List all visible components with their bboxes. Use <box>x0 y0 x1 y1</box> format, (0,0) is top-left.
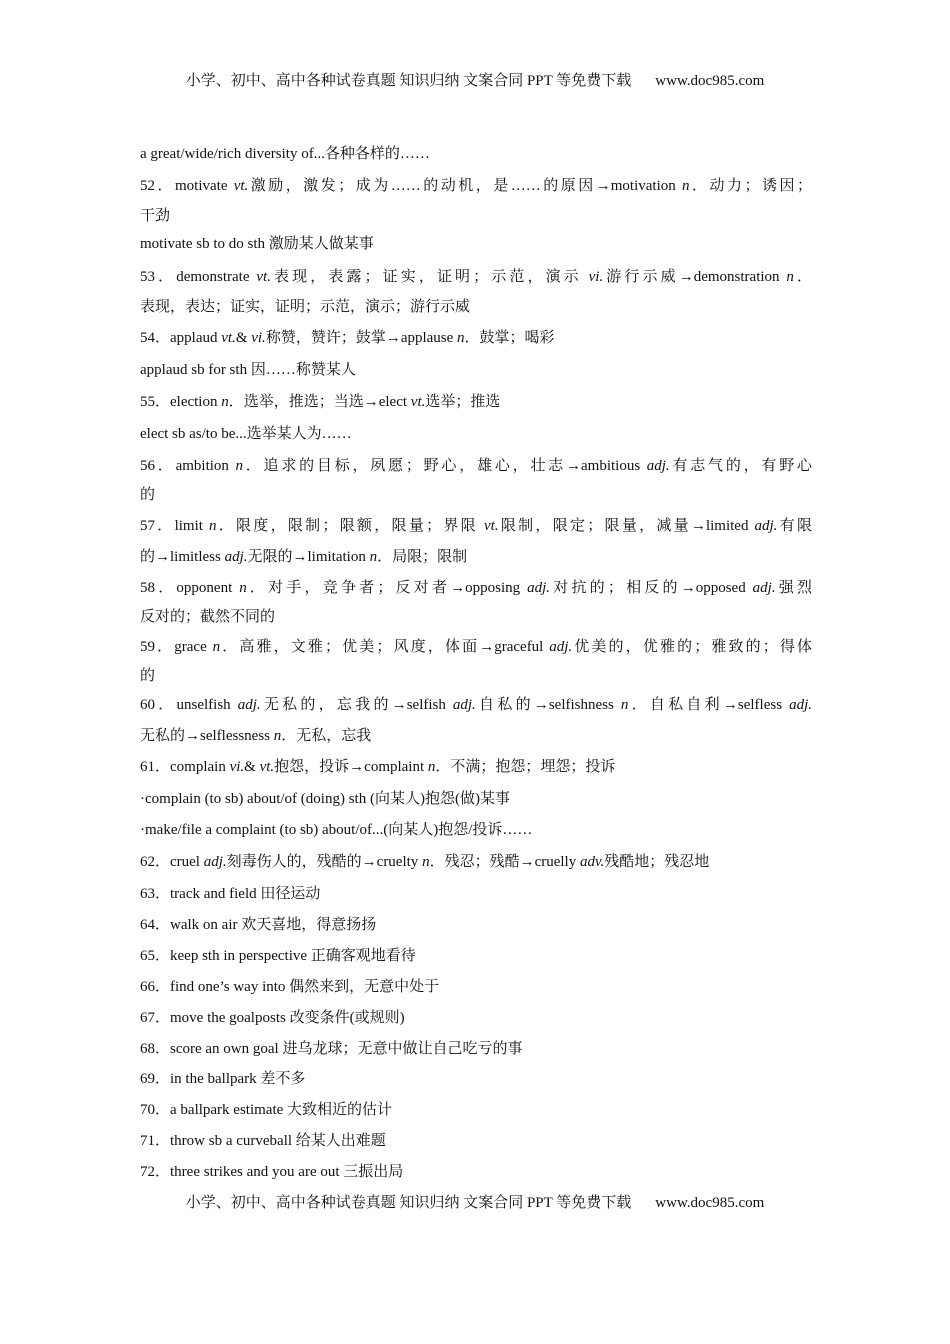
pos-tag: n <box>273 728 282 744</box>
pos-tag: vt. <box>256 269 271 285</box>
line-text: 抱怨，投诉→complaint <box>274 759 428 775</box>
pos-tag: n <box>457 330 465 346</box>
pos-tag: n <box>427 759 436 775</box>
line-text: ．局限；限制 <box>377 549 468 565</box>
line-text: 对抗的；相反的→opposed <box>550 580 753 596</box>
entry-70 <box>140 1100 812 1120</box>
pos-tag: n <box>208 518 217 534</box>
pos-tag: adv. <box>579 854 605 870</box>
line-text: 70．a ballpark estimate 大致相近的估计 <box>140 1102 393 1118</box>
entry-58 <box>140 578 812 598</box>
entry-line <box>140 144 812 164</box>
pos-tag: n <box>682 178 690 194</box>
line-text: ．自私自利→selfless <box>628 697 790 713</box>
line-text: 表现，表露；证实，证明；示范，演示 <box>270 269 589 285</box>
line-text: 的 <box>140 668 156 684</box>
line-text: 72．three strikes and you are out 三振出局 <box>140 1164 404 1180</box>
entry-64 <box>140 915 812 935</box>
line-text: 表现，表达；证实，证明；示范，演示；游行示威 <box>140 299 471 315</box>
line-text: 65．keep sth in perspective 正确客观地看待 <box>140 948 416 964</box>
pos-tag: vt. <box>221 330 236 346</box>
line-text: 限制，限定；限量，减量→limited <box>498 518 755 534</box>
line-text: ．选举，推选；当选→elect <box>228 394 411 410</box>
line-text: ． <box>793 269 812 285</box>
entry-59-cont <box>140 666 812 686</box>
pos-tag: n <box>235 458 243 474</box>
line-text: ．鼓掌；喝彩 <box>464 330 555 346</box>
line-text: 59．grace <box>140 639 213 655</box>
entry-57-cont <box>140 547 812 567</box>
line-text: 68．score an own goal 进乌龙球；无意中做让自己吃亏的事 <box>140 1041 523 1057</box>
pos-tag: vt. <box>410 394 426 410</box>
entry-57 <box>140 516 812 536</box>
pos-tag: adj. <box>754 518 778 534</box>
entry-68 <box>140 1039 812 1059</box>
pos-tag: vt. <box>233 178 249 194</box>
line-text: 的 <box>140 487 156 503</box>
line-text: ．对手，竞争者；反对者→opposing <box>246 580 528 596</box>
pos-tag: vt. <box>259 759 275 775</box>
line-text: 58．opponent <box>140 580 240 596</box>
line-text: 强烈 <box>775 580 813 596</box>
entry-line <box>140 424 812 444</box>
pos-tag: vi. <box>588 269 604 285</box>
line-text: 优美的，优雅的；雅致的；得体 <box>572 639 812 655</box>
entry-line <box>140 789 812 809</box>
line-text: ．无私，忘我 <box>281 728 372 744</box>
page-header <box>0 69 950 90</box>
header-text: 小学、初中、高中各种试卷真题 知识归纳 文案合同 PPT 等免费下载 <box>185 73 632 89</box>
line-text: 63．track and field 田径运动 <box>140 886 321 902</box>
pos-tag: adj. <box>452 697 476 713</box>
line-text: elect sb as/to be...选举某人为…… <box>140 426 352 442</box>
line-text: 无限的→limitation <box>247 549 370 565</box>
pos-tag: n <box>786 269 794 285</box>
line-text: 有限 <box>777 518 812 534</box>
entry-line <box>140 360 812 380</box>
entry-59 <box>140 637 812 657</box>
pos-tag: adj. <box>237 697 261 713</box>
line-text: 55．election <box>140 394 222 410</box>
entry-line <box>140 820 812 840</box>
line-text: & <box>244 759 260 775</box>
pos-tag: n <box>221 394 229 410</box>
line-text: 刻毒伤人的，残酷的→cruelty <box>226 854 423 870</box>
entry-53 <box>140 267 812 287</box>
entry-52 <box>140 176 812 196</box>
pos-tag: vi. <box>229 759 245 775</box>
line-text: 64．walk on air 欢天喜地，得意扬扬 <box>140 917 377 933</box>
line-text: ．限度，限制；限额，限量；界限 <box>216 518 484 534</box>
pos-tag: n <box>212 639 221 655</box>
entry-61 <box>140 757 812 777</box>
entry-54 <box>140 328 812 348</box>
footer-text: 小学、初中、高中各种试卷真题 知识归纳 文案合同 PPT 等免费下载 <box>185 1195 632 1211</box>
entry-67 <box>140 1008 812 1028</box>
entry-58-cont <box>140 607 812 627</box>
pos-tag: n <box>422 854 430 870</box>
pos-tag: vt. <box>484 518 499 534</box>
line-text: 选举；推选 <box>425 394 501 410</box>
line-text: 干劲 <box>140 208 171 224</box>
line-text: 71．throw sb a curveball 给某人出难题 <box>140 1133 386 1149</box>
line-text: 反对的；截然不同的 <box>140 609 276 625</box>
line-text: ．不满；抱怨；埋怨；投诉 <box>435 759 616 775</box>
entry-55 <box>140 392 812 412</box>
line-text: 54．applaud <box>140 330 222 346</box>
entry-65 <box>140 946 812 966</box>
line-text: 游行示威→demonstration <box>603 269 787 285</box>
line-text: 67．move the goalposts 改变条件(或规则) <box>140 1010 405 1026</box>
line-text: ．追求的目标，夙愿；野心，雄心，壮志→ambitious <box>242 458 647 474</box>
entry-62 <box>140 852 812 872</box>
entry-72 <box>140 1162 812 1182</box>
entry-69 <box>140 1069 812 1089</box>
line-text: 66．find one’s way into 偶然来到，无意中处于 <box>140 979 440 995</box>
line-text: 残酷地；残忍地 <box>604 854 710 870</box>
pos-tag: n <box>620 697 629 713</box>
line-text: & <box>235 330 252 346</box>
line-text: 62．cruel <box>140 854 204 870</box>
pos-tag: n <box>239 580 247 596</box>
line-text: 53．demonstrate <box>140 269 257 285</box>
line-text: 57．limit <box>140 518 209 534</box>
line-text: 有志气的，有野心 <box>669 458 812 474</box>
pos-tag: adj. <box>752 580 776 596</box>
entry-60 <box>140 695 812 715</box>
pos-tag: adj. <box>224 549 248 565</box>
pos-tag: n <box>369 549 378 565</box>
line-text: 无私的，忘我的→selfish <box>260 697 453 713</box>
page-footer <box>0 1191 950 1212</box>
pos-tag: adj. <box>789 697 812 713</box>
pos-tag: adj. <box>203 854 227 870</box>
line-text: ·complain (to sb) about/of (doing) sth (向某人)抱怨(做)某事 <box>140 791 510 807</box>
entry-63 <box>140 884 812 904</box>
line-text: motivate sb to do sth 激励某人做某事 <box>140 236 374 252</box>
pos-tag: adj. <box>549 639 573 655</box>
line-text: 无私的→selflessness <box>140 728 274 744</box>
line-text: 61．complain <box>140 759 230 775</box>
entry-56-cont <box>140 485 812 505</box>
line-text: ．高雅，文雅；优美；风度，体面→graceful <box>220 639 550 655</box>
entry-71 <box>140 1131 812 1151</box>
line-text: 激励，激发；成为……的动机，是……的原因→motivation <box>248 178 682 194</box>
line-text: 称赞，赞许；鼓掌→applause <box>265 330 458 346</box>
pos-tag: adj. <box>527 580 551 596</box>
line-text: 69．in the ballpark 差不多 <box>140 1071 306 1087</box>
line-text: ．动力；诱因； <box>689 178 812 194</box>
pos-tag: vi. <box>251 330 266 346</box>
line-text: 52．motivate <box>140 178 234 194</box>
line-text: ．残忍；残酷→cruelly <box>429 854 580 870</box>
line-text: applaud sb for sth 因……称赞某人 <box>140 362 356 378</box>
entry-line <box>140 234 812 254</box>
entry-66 <box>140 977 812 997</box>
pos-tag: adj. <box>646 458 670 474</box>
line-text: ·make/file a complaint (to sb) about/of...(向某人)抱怨/投诉…… <box>140 822 533 838</box>
line-text: 60．unselfish <box>140 697 238 713</box>
header-site-link[interactable]: www.doc985.com <box>655 73 765 89</box>
entry-56 <box>140 456 812 476</box>
line-text: 56．ambition <box>140 458 236 474</box>
entry-60-cont <box>140 726 812 746</box>
entry-52-cont <box>140 206 812 226</box>
line-text: 自私的→selfishness <box>475 697 621 713</box>
footer-site-link[interactable]: www.doc985.com <box>655 1195 765 1211</box>
entry-53-cont <box>140 297 812 317</box>
line-text: 的→limitless <box>140 549 225 565</box>
line-text: a great/wide/rich diversity of...各种各样的…… <box>140 146 430 162</box>
